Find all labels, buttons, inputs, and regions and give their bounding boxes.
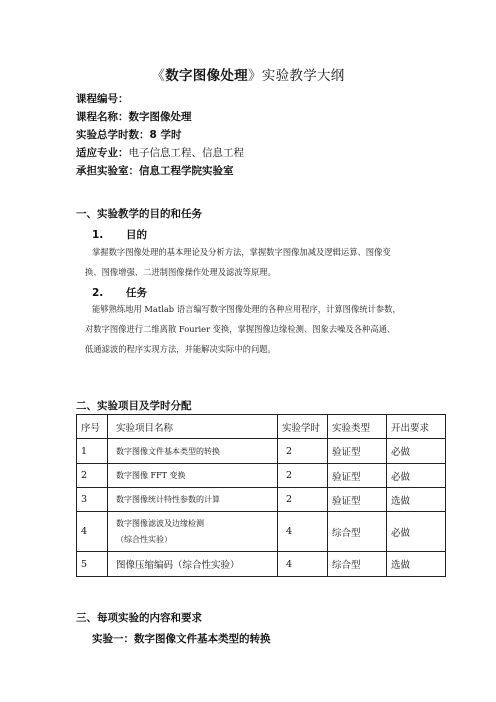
table-row bbox=[77, 552, 446, 577]
section1-heading: 一、实验教学的目的和任务 bbox=[76, 208, 202, 220]
lab-label: 承担实验室： bbox=[76, 165, 139, 177]
course-name-value: 数字图像处理 bbox=[128, 111, 192, 123]
row-type: 验证型 bbox=[328, 439, 387, 464]
section2-heading: 二、实验项目及学时分配 bbox=[76, 400, 192, 412]
majors-label: 适应专业： bbox=[76, 147, 129, 159]
task-paragraph bbox=[85, 299, 422, 359]
row-no: 5 bbox=[77, 552, 108, 577]
table-row bbox=[77, 512, 446, 552]
row-no: 2 bbox=[77, 464, 108, 488]
table-header-row bbox=[77, 415, 446, 439]
purpose-paragraph bbox=[85, 242, 422, 282]
purpose-number: 1. bbox=[92, 229, 104, 241]
task-heading bbox=[92, 285, 147, 300]
experiment1-title: 实验一：数字图像文件基本类型的转换 bbox=[92, 633, 271, 645]
header-hours: 实验学时 bbox=[278, 415, 328, 439]
row-req: 必做 bbox=[387, 439, 446, 464]
row-req: 选做 bbox=[387, 488, 446, 512]
course-name-line bbox=[76, 111, 192, 124]
total-hours-label: 实验总学时数： bbox=[76, 129, 150, 141]
task-line-2: 对数字图像进行二维离散 Fourier 变换，掌握图像边缘检测、图象去噪及各种高通、 bbox=[85, 324, 396, 334]
row-type: 综合型 bbox=[328, 512, 387, 552]
course-name-label: 课程名称： bbox=[76, 111, 129, 123]
lab-line bbox=[76, 165, 234, 178]
row-no: 1 bbox=[77, 439, 108, 464]
row-name-cell bbox=[108, 512, 278, 552]
row-req: 必做 bbox=[387, 512, 446, 552]
row-hours: 4 bbox=[278, 552, 328, 577]
task-line-3: 低通滤波的程序实现方法，并能解决实际中的问题。 bbox=[85, 344, 276, 354]
header-name: 实验项目名称 bbox=[108, 415, 278, 439]
purpose-line-2: 换、图像增强、二进制图像操作处理及滤波等原理。 bbox=[85, 267, 276, 277]
title-suffix: 》实验教学大纲 bbox=[248, 68, 345, 84]
header-type: 实验类型 bbox=[328, 415, 387, 439]
title-prefix: 《 bbox=[151, 68, 166, 84]
majors-line bbox=[76, 147, 244, 160]
row-req: 必做 bbox=[387, 464, 446, 488]
header-no: 序号 bbox=[77, 415, 108, 439]
title-course-name: 数字图像处理 bbox=[165, 68, 248, 84]
total-hours-value: 8 学时 bbox=[149, 129, 182, 141]
row-req: 选做 bbox=[387, 552, 446, 577]
majors-value: 电子信息工程、信息工程 bbox=[128, 147, 244, 159]
row-type: 验证型 bbox=[328, 488, 387, 512]
row-hours: 2 bbox=[278, 488, 328, 512]
purpose-label: 目的 bbox=[126, 229, 147, 241]
table-row bbox=[77, 488, 446, 512]
task-line-1: 能够熟练地用 Matlab 语言编写数字图像处理的各种应用程序，计算图像统计参数， bbox=[92, 304, 401, 314]
lab-value: 信息工程学院实验室 bbox=[139, 165, 234, 177]
experiment-allocation-table bbox=[76, 414, 446, 577]
header-req: 开出要求 bbox=[387, 415, 446, 439]
course-code-label: 课程编号： bbox=[76, 93, 129, 105]
row-no: 3 bbox=[77, 488, 108, 512]
table-row bbox=[77, 439, 446, 464]
row-hours: 2 bbox=[278, 439, 328, 464]
task-label: 任务 bbox=[126, 287, 147, 299]
row-hours: 4 bbox=[278, 512, 328, 552]
section3-heading: 三、每项实验的内容和要求 bbox=[76, 612, 202, 624]
course-code-line bbox=[76, 93, 129, 106]
row-name-note: （综合性实验） bbox=[116, 534, 172, 544]
row-type: 综合型 bbox=[328, 552, 387, 577]
total-hours-line bbox=[76, 129, 181, 142]
row-hours: 2 bbox=[278, 464, 328, 488]
row-name: 数字图像 FFT 变换 bbox=[108, 464, 278, 488]
row-name: 数字图像文件基本类型的转换 bbox=[108, 439, 278, 464]
row-no: 4 bbox=[77, 512, 108, 552]
row-name: 数字图像统计特性参数的计算 bbox=[108, 488, 278, 512]
page-title bbox=[0, 64, 496, 84]
row-name: 数字图像滤波及边缘检测 bbox=[116, 518, 204, 528]
row-type: 验证型 bbox=[328, 464, 387, 488]
table-row bbox=[77, 464, 446, 488]
purpose-heading bbox=[92, 227, 147, 242]
task-number: 2. bbox=[92, 287, 104, 299]
purpose-line-1: 掌握数字图像处理的基本理论及分析方法，掌握数字图像加减及逻辑运算、图像变 bbox=[92, 247, 391, 257]
row-name: 图像压缩编码（综合性实验） bbox=[108, 552, 278, 577]
